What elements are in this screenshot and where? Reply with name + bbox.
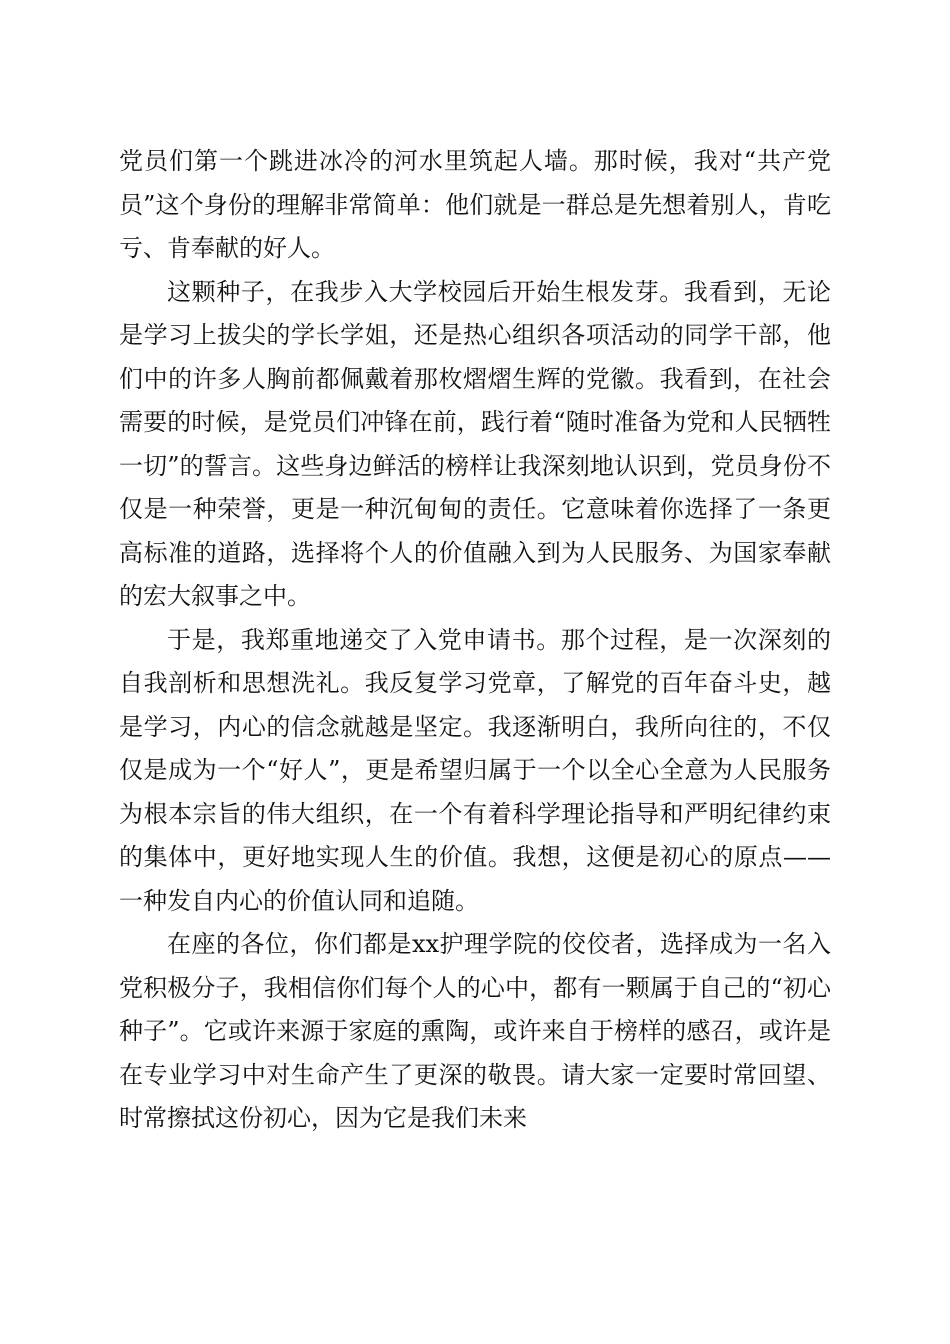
document-body <box>119 140 831 1141</box>
paragraph-audience: 在座的各位，你们都是xx护理学院的佼佼者，选择成为一名入党积极分子，我相信你们每个人的心中，都有一颗属于自己的“初心种子”。它或许来源于家庭的熏陶，或许来自于榜样的感召，或许是在专业学习中对生命产生了更深的敬畏。请大家一定要时常回望、时常擦拭这份初心，因为它是我们未来 <box>119 930 831 1132</box>
paragraph-seed-growth: 这颗种子，在我步入大学校园后开始生根发芽。我看到，无论是学习上拔尖的学长学姐，还是热心组织各项活动的同学干部，他们中的许多人胸前都佩戴着那枚熠熠生辉的党徽。我看到，在社会需要的时候，是党员们冲锋在前，践行着“随时准备为党和人民牺牲一切”的誓言。这些身边鲜活的榜样让我深刻地认识到，党员身份不仅是一种荣誉，更是一种沉甸甸的责任。它意味着你选择了一条更高标准的道路，选择将个人的价值融入到为人民服务、为国家奉献的宏大叙事之中。 <box>119 277 831 610</box>
paragraph-application: 于是，我郑重地递交了入党申请书。那个过程，是一次深刻的自我剖析和思想洗礼。我反复学习党章，了解党的百年奋斗史，越是学习，内心的信念就越是坚定。我逐渐明白，我所向往的，不仅仅是成为一个“好人”，更是希望归属于一个以全心全意为人民服务为根本宗旨的伟大组织，在一个有着科学理论指导和严明纪律约束的集体中，更好地实现人生的价值。我想，这便是初心的原点——一种发自内心的价值认同和追随。 <box>119 625 831 915</box>
paragraph-continuation: 党员们第一个跳进冰冷的河水里筑起人墙。那时候，我对“共产党员”这个身份的理解非常简单：他们就是一群总是先想着别人，肯吃亏、肯奉献的好人。 <box>119 147 831 262</box>
